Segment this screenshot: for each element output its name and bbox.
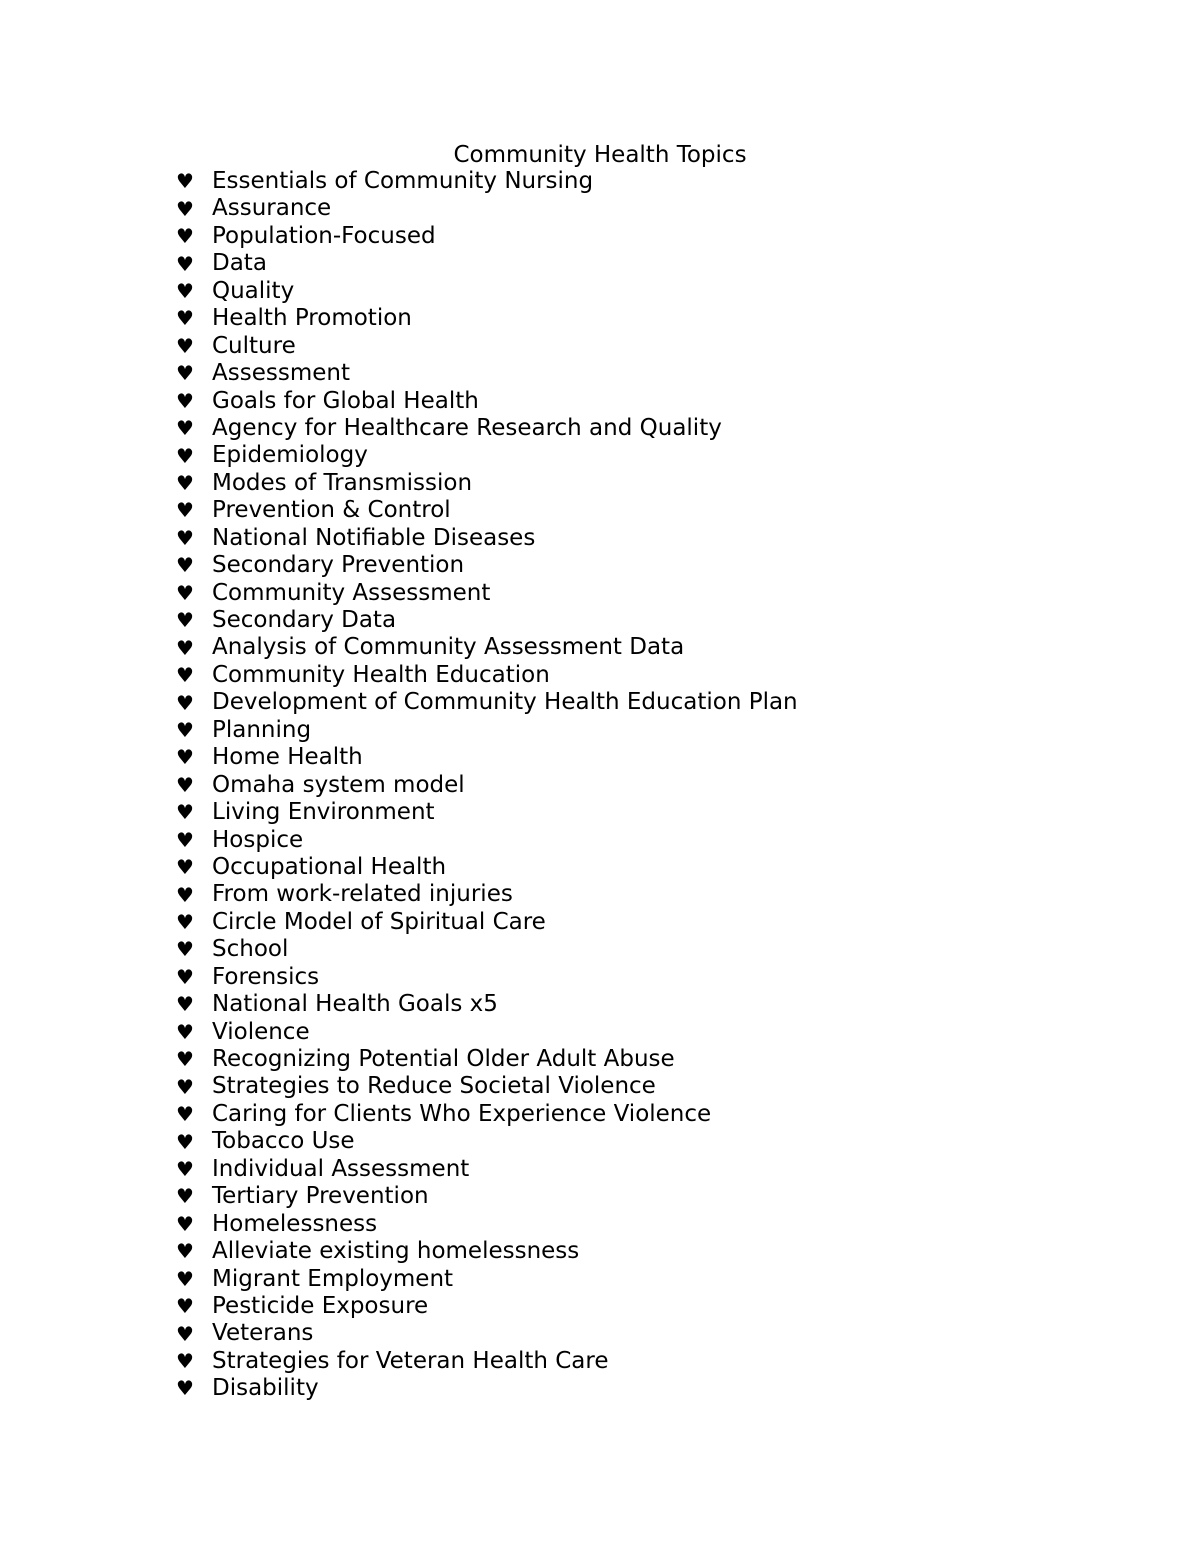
list-item [175,964,798,991]
topic-list [175,168,798,1403]
topic-label: Assessment [212,360,350,387]
topic-label: Veterans [212,1320,314,1347]
topic-label: Goals for Global Health [212,387,479,414]
topic-label: National Notifiable Diseases [212,524,536,551]
heart-bullet-icon: ♥ [176,1019,194,1044]
list-item [175,333,798,360]
heart-bullet-icon: ♥ [176,1239,194,1264]
heart-bullet-icon: ♥ [176,937,194,962]
topic-label: Secondary Prevention [212,552,465,579]
topic-label: Culture [212,332,296,359]
list-item [175,1211,798,1238]
heart-bullet-icon: ♥ [176,1266,194,1291]
heart-bullet-icon: ♥ [176,690,194,715]
heart-bullet-icon: ♥ [176,910,194,935]
list-item [175,1375,798,1402]
heart-bullet-icon: ♥ [176,635,194,660]
topic-label: Strategies to Reduce Societal Violence [212,1073,656,1100]
list-item [175,1293,798,1320]
topic-label: Quality [212,277,295,304]
topic-label: Planning [212,716,312,743]
heart-bullet-icon: ♥ [176,196,194,221]
heart-bullet-icon: ♥ [176,278,194,303]
list-item [175,634,798,661]
topic-label: Essentials of Community Nursing [212,168,594,194]
topic-label: Occupational Health [212,853,447,880]
list-item [175,772,798,799]
list-item [175,580,798,607]
list-item [175,1019,798,1046]
topic-label: Individual Assessment [212,1155,470,1182]
topic-label: Circle Model of Spiritual Care [212,908,546,935]
list-item [175,1183,798,1210]
heart-bullet-icon: ♥ [176,882,194,907]
heart-bullet-icon: ♥ [176,525,194,550]
heart-bullet-icon: ♥ [176,553,194,578]
heart-bullet-icon: ♥ [176,964,194,989]
topic-label: Home Health [212,744,363,771]
heart-bullet-icon: ♥ [176,992,194,1017]
topic-label: Secondary Data [212,607,397,633]
heart-bullet-icon: ♥ [176,416,194,441]
list-item [175,250,798,277]
list-item [175,442,798,469]
topic-label: Agency for Healthcare Research and Quality [212,414,722,441]
topic-label: Data [212,250,267,277]
list-item [175,1348,798,1375]
heart-bullet-icon: ♥ [176,717,194,742]
topic-label: Recognizing Potential Older Adult Abuse [212,1046,675,1072]
heart-bullet-icon: ♥ [176,1294,194,1319]
list-item [175,1238,798,1265]
heart-bullet-icon: ♥ [176,498,194,523]
list-item [175,552,798,579]
heart-bullet-icon: ♥ [176,333,194,358]
list-item [175,854,798,881]
heart-bullet-icon: ♥ [176,1211,194,1236]
topic-label: Disability [212,1375,319,1402]
list-item [175,168,798,195]
topic-label: Hospice [212,826,304,853]
topic-label: Homelessness [212,1210,378,1237]
topic-label: Epidemiology [212,442,368,469]
topic-label: Community Assessment [212,579,491,606]
topic-label: Tobacco Use [212,1128,355,1155]
heart-bullet-icon: ♥ [176,224,194,249]
list-item [175,525,798,552]
heart-bullet-icon: ♥ [176,1047,194,1072]
topic-label: Prevention & Control [212,497,451,524]
list-item [175,1320,798,1347]
heart-bullet-icon: ♥ [176,1184,194,1209]
topic-label: Strategies for Veteran Health Care [212,1347,609,1374]
heart-bullet-icon: ♥ [176,663,194,688]
list-item [175,717,798,744]
heart-bullet-icon: ♥ [176,608,194,633]
topic-label: Analysis of Community Assessment Data [212,634,685,661]
list-item [175,881,798,908]
list-item [175,278,798,305]
heart-bullet-icon: ♥ [176,388,194,413]
list-item [175,305,798,332]
list-item [175,497,798,524]
list-item [175,689,798,716]
heart-bullet-icon: ♥ [176,800,194,825]
topic-label: From work-related injuries [212,881,513,908]
list-item [175,799,798,826]
topic-label: Health Promotion [212,305,412,332]
heart-bullet-icon: ♥ [176,580,194,605]
topic-label: School [212,936,289,963]
list-item [175,1128,798,1155]
topic-label: Violence [212,1018,310,1045]
heart-bullet-icon: ♥ [176,855,194,880]
heart-bullet-icon: ♥ [176,1102,194,1127]
topic-label: Living Environment [212,799,435,826]
heart-bullet-icon: ♥ [176,745,194,770]
heart-bullet-icon: ♥ [176,471,194,496]
list-item [175,662,798,689]
heart-bullet-icon: ♥ [176,169,194,194]
list-item [175,1266,798,1293]
heart-bullet-icon: ♥ [176,1376,194,1401]
list-item [175,936,798,963]
list-item [175,1156,798,1183]
topic-label: Omaha system model [212,771,465,798]
page-title: Community Health Topics [453,142,747,168]
topic-label: Tertiary Prevention [212,1183,429,1210]
list-item [175,415,798,442]
list-item [175,744,798,771]
list-item [175,1046,798,1073]
list-item [175,223,798,250]
heart-bullet-icon: ♥ [176,1156,194,1181]
topic-label: Caring for Clients Who Experience Violence [212,1100,712,1127]
topic-label: Assurance [212,195,332,222]
list-item [175,909,798,936]
topic-label: Development of Community Health Education Plan [212,689,798,716]
topic-label: Modes of Transmission [212,469,473,496]
list-item [175,470,798,497]
heart-bullet-icon: ♥ [176,827,194,852]
list-item [175,827,798,854]
topic-label: Community Health Education [212,661,550,688]
topic-label: Population-Focused [212,222,436,249]
list-item [175,360,798,387]
list-item [175,388,798,415]
topic-label: Pesticide Exposure [212,1292,429,1319]
topic-label: Migrant Employment [212,1265,454,1292]
heart-bullet-icon: ♥ [176,1321,194,1346]
heart-bullet-icon: ♥ [176,1349,194,1374]
heart-bullet-icon: ♥ [176,306,194,331]
heart-bullet-icon: ♥ [176,251,194,276]
heart-bullet-icon: ♥ [176,361,194,386]
list-item [175,1073,798,1100]
list-item [175,195,798,222]
heart-bullet-icon: ♥ [176,772,194,797]
list-item [175,991,798,1018]
heart-bullet-icon: ♥ [176,1074,194,1099]
topic-label: National Health Goals x5 [212,991,498,1018]
list-item [175,607,798,634]
topic-label: Forensics [212,963,320,990]
heart-bullet-icon: ♥ [176,1129,194,1154]
heart-bullet-icon: ♥ [176,443,194,468]
list-item [175,1101,798,1128]
topic-label: Alleviate existing homelessness [212,1238,580,1265]
